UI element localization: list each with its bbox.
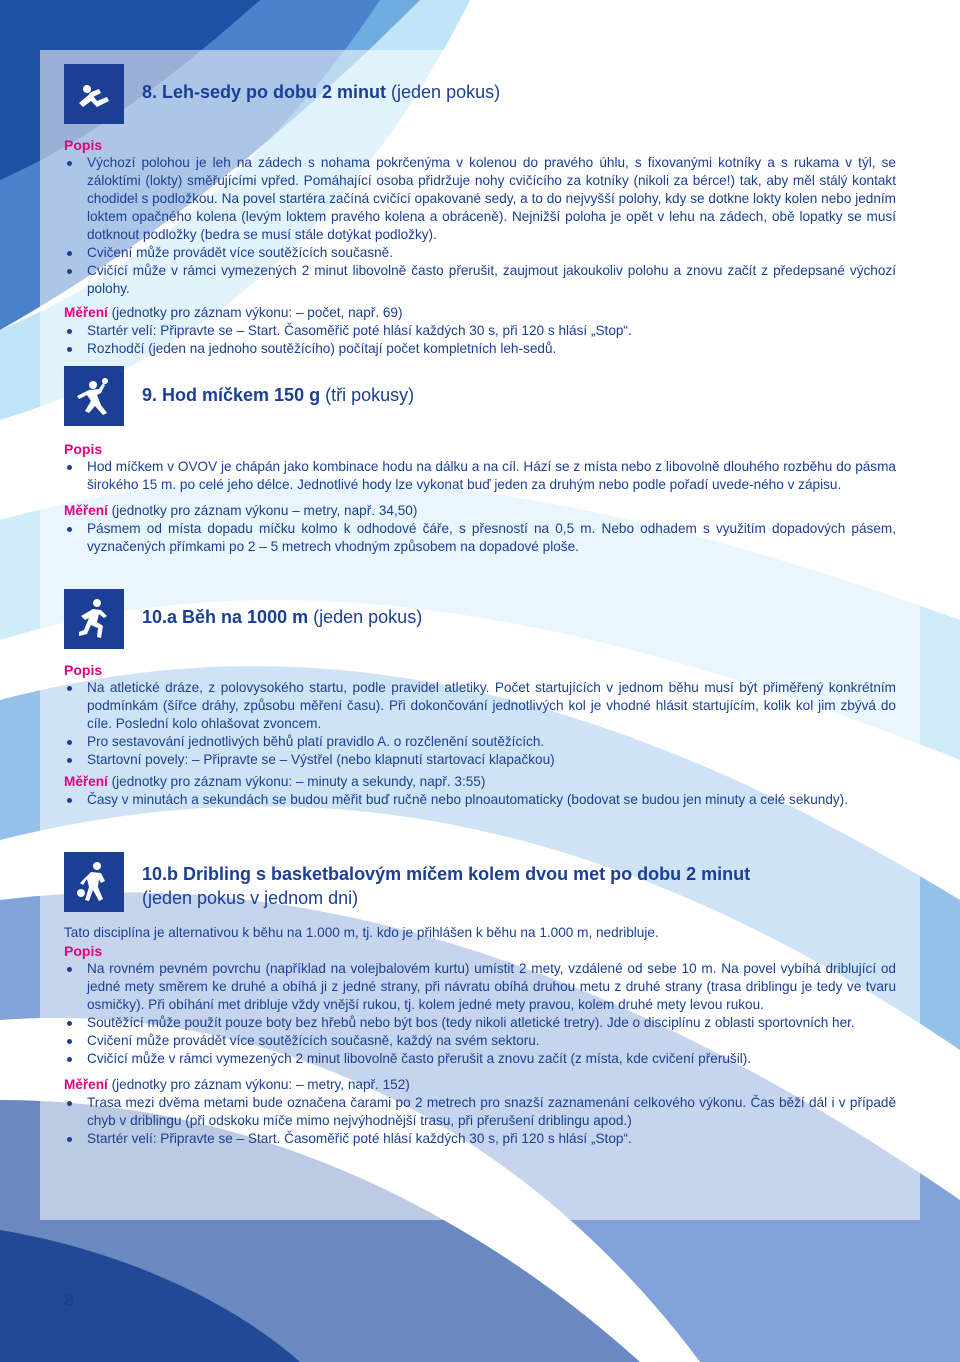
mereni-line: Měření (jednotky pro záznam výkonu: – počet, např. 69) — [64, 305, 403, 320]
list-item: Pro sestavování jednotlivých běhů platí pravidlo A. o rozčlenění soutěžících. — [64, 733, 896, 751]
list-item: Trasa mezi dvěma metami bude označena čarami po 2 metrech pro snazší zaznamenání celkového výkonu. Čas běží dál i v případě chyb v driblingu (při odskoku míče mimo nejvýhodnější trasu, při přerušení driblingu apod.) — [64, 1094, 896, 1130]
runner-icon — [71, 596, 117, 642]
list-item: Startovní povely: – Připravte se – Výstřel (nebo klapnutí startovací klapačkou) — [64, 751, 896, 769]
runner-icon-box — [64, 589, 124, 649]
list-item: Na atletické dráze, z polovysokého startu, podle pravidel atletiky. Počet startujících v jednom běhu musí být přiměřený konkrétním podmínkám (šířce dráhy, způsobu měření času). Při dokončování jednotlivých kol je vhodné hlásit startujícím, kolik kol jim zbývá do cíle. Poslední kolo ohlašovat zvoncem. — [64, 679, 896, 733]
popis-list — [64, 154, 896, 298]
list-item: Cvičící může v rámci vymezených 2 minut libovolně často přerušit a znovu začít (z místa, kde cvičení přerušil). — [64, 1050, 896, 1068]
mereni-list — [64, 322, 896, 358]
list-item: Výchozí polohou je leh na zádech s nohama pokrčenýma v kolenou do pravého úhlu, s fixovanými kotníky a s rukama v týl, se záloktími (lokty) směřujícími vpřed. Pomáhající osoba přidržuje nohy cvičícího za kotníky (nikoli za bérce!) tak, aby měl stálý kontakt chodidel s podložkou. Na povel startéra začíná cvičící opakované sedy, a to do nejvyšší polohy, kdy se dotkne lokty kolen nebo jedním loktem opačného kolena (levým loktem pravého kolena a obráceně). Nejnižší poloha je opět v lehu na zádech, obě lopatky se musí dotknout podložky (bedra se musí stále dotýkat podložky). — [64, 154, 896, 244]
list-item: Pásmem od místa dopadu míčku kolmo k odhodové čáře, s přesností na 0,5 m. Nebo odhadem s využitím dopadových pásem, vyznačených přímkami po 2 – 5 metrech vhodným způsobem na dopadové ploše. — [64, 520, 896, 556]
popis-list — [64, 679, 896, 769]
basketball-icon-box — [64, 852, 124, 912]
mereni-line: Měření (jednotky pro záznam výkonu: – metry, např. 152) — [64, 1077, 410, 1092]
list-item: Cvičení může provádět více soutěžících současně, každý na svém sektoru. — [64, 1032, 896, 1050]
section-title: 10.b Dribling s basketbalovým míčem kolem dvou met po dobu 2 minut (jeden pokus v jednom dni) — [142, 864, 751, 908]
mereni-line: Měření (jednotky pro záznam výkonu: – minuty a sekundy, např. 3:55) — [64, 774, 486, 789]
list-item: Startér velí: Připravte se – Start. Časoměřič poté hlásí každých 30 s, při 120 s hlásí „Stop“. — [64, 322, 896, 340]
section-title: 8. Leh-sedy po dobu 2 minut (jeden pokus) — [142, 82, 501, 102]
section-title: 10.a Běh na 1000 m (jeden pokus) — [142, 607, 423, 627]
popis-label: Popis — [64, 441, 103, 457]
ball-throw-icon — [71, 373, 117, 419]
list-item: Cvičení může provádět více soutěžících současně. — [64, 244, 896, 262]
section-title: 9. Hod míčkem 150 g (tři pokusy) — [142, 385, 415, 405]
mereni-line: Měření (jednotky pro záznam výkonu – metry, např. 34,50) — [64, 503, 418, 518]
list-item: Cvičící může v rámci vymezených 2 minut libovolně často přerušit, zaujmout jakoukoliv polohu a znovu začít z předepsané výchozí polohy. — [64, 262, 896, 298]
popis-label: Popis — [64, 943, 103, 959]
situps-icon — [71, 71, 117, 117]
popis-label: Popis — [64, 662, 103, 678]
list-item: Časy v minutách a sekundách se budou měřit buď ručně nebo plnoautomaticky (bodovat se budou jen minuty a celé sekundy). — [64, 791, 896, 809]
list-item: Rozhodčí (jeden na jednoho soutěžícího) počítají počet kompletních leh-sedů. — [64, 340, 896, 358]
ball-throw-icon-box — [64, 366, 124, 426]
popis-list — [64, 960, 896, 1068]
list-item: Hod míčkem v OVOV je chápán jako kombinace hodu na dálku a na cíl. Hází se z místa nebo z libovolně dlouhého rozběhu do pásma širokého 15 m. po celé jeho délce. Jednotlivé hody lze vykonat buď jeden za druhým nebo podle pořadí uvede-ného v zápisu. — [64, 458, 896, 494]
basketball-dribble-icon — [71, 859, 117, 905]
intro-text: Tato disciplína je alternativou k běhu na 1.000 m, tj. kdo je přihlášen k běhu na 1.000 m, nedribluje. — [64, 925, 659, 940]
list-item: Soutěžící může použít pouze boty bez hřebů nebo být bos (tedy nikoli atletické tretry). Jde o disciplínu z oblasti sportovních her. — [64, 1014, 896, 1032]
page-number: 8 — [64, 1290, 75, 1310]
mereni-list — [64, 791, 896, 809]
mereni-list — [64, 520, 896, 556]
list-item: Na rovném pevném povrchu (například na volejbalovém kurtu) umístit 2 mety, vzdálené od sebe 10 m. Na povel vybíhá driblující od jedné mety směrem ke druhé a obíhá ji z jedné strany, při návratu obíhá druhou metu z druhé strany (trasa driblingu je tedy ve tvaru osmičky). Při obíhání met dribluje vždy vnější rukou, tj. kolem jedné mety pravou, kolem druhé mety levou rukou. — [64, 960, 896, 1014]
popis-label: Popis — [64, 137, 103, 153]
situps-icon-box — [64, 64, 124, 124]
list-item: Startér velí: Připravte se – Start. Časoměřič poté hlásí každých 30 s, při 120 s hlásí „Stop“. — [64, 1130, 896, 1148]
mereni-list — [64, 1094, 896, 1148]
popis-list — [64, 458, 896, 494]
